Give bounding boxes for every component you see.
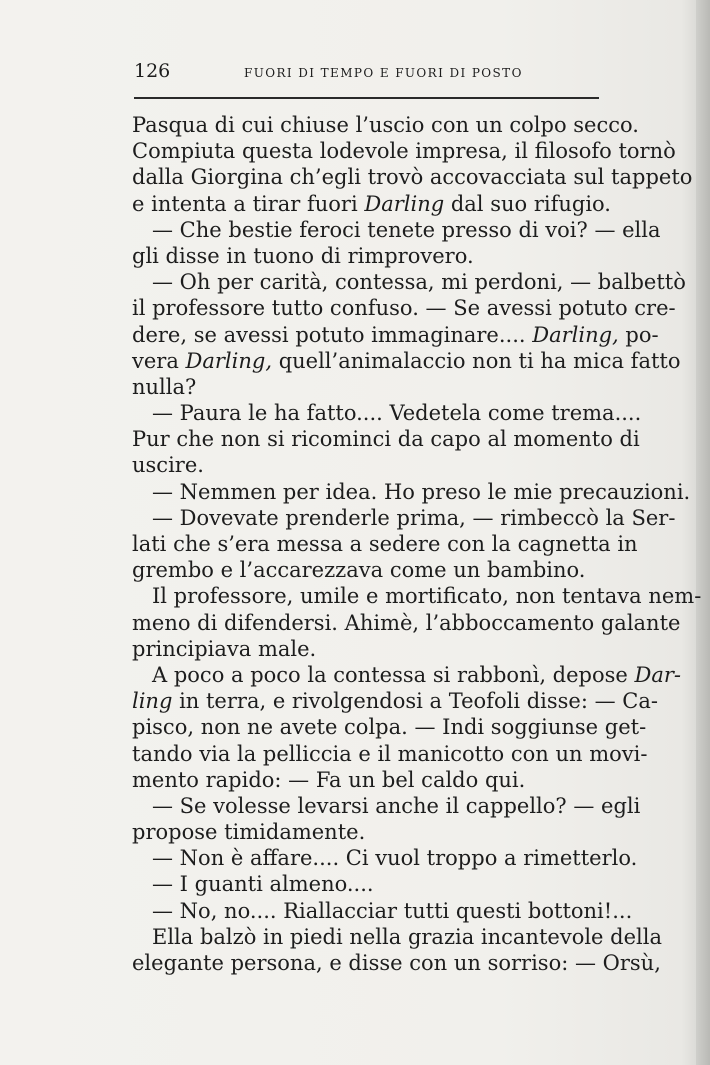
italic-text-segment: Darling, (185, 348, 273, 373)
text-line (132, 505, 676, 531)
page-edge-shadow (696, 0, 710, 1065)
text-line (132, 898, 633, 924)
text-segment: — No, no.... Riallacciar tutti questi bottoni!... (152, 898, 633, 923)
text-line (132, 426, 640, 452)
italic-text-segment: ling (132, 689, 173, 714)
text-line (132, 636, 606, 662)
text-segment: principiava male. (132, 636, 317, 661)
text-segment: Il professore, umile e mortificato, non tentava nem- (152, 584, 702, 609)
running-head (134, 60, 604, 90)
text-segment: meno di difendersi. Ahimè, l’abboccamento galante (132, 610, 681, 635)
text-segment: — Non è affare.... Ci vuol troppo a rimetterlo. (152, 846, 638, 871)
text-segment: gli disse in tuono di rimprovero. (132, 243, 474, 268)
text-line (132, 688, 658, 714)
text-segment: — I guanti almeno.... (152, 872, 374, 897)
text-line (132, 269, 686, 295)
header-rule (134, 97, 599, 99)
text-segment: dere, se avessi potuto immaginare.... (132, 322, 533, 347)
text-line (132, 610, 681, 636)
text-segment: dalla Giorgina ch’egli trovò accovacciata sul tappeto (132, 165, 693, 190)
text-line (132, 714, 647, 740)
text-line (132, 741, 648, 767)
text-segment: Pur che non si ricominci da capo al momento di (132, 427, 640, 452)
text-line (132, 164, 693, 190)
page-number: 126 (134, 60, 171, 82)
text-segment: propose timidamente. (132, 820, 366, 845)
text-segment: vera (132, 348, 186, 373)
text-line (132, 767, 606, 793)
text-segment: il professore tutto confuso. — Se avessi potuto cre- (132, 296, 676, 321)
text-segment: pisco, non ne avete colpa. — Indi soggiunse get- (132, 715, 647, 740)
text-line (132, 295, 676, 321)
text-line (132, 871, 606, 897)
text-segment: — Nemmen per idea. Ho preso le mie precauzioni. (152, 479, 691, 504)
italic-text-segment: Dar- (634, 662, 682, 687)
text-line (132, 400, 642, 426)
text-line (132, 191, 611, 217)
text-line (132, 374, 606, 400)
text-segment: uscire. (132, 453, 204, 478)
text-line (132, 348, 681, 374)
text-segment: elegante persona, e disse con un sorriso: — Orsù, (132, 951, 661, 975)
text-segment: — Oh per carità, contessa, mi perdoni, — balbettò (152, 270, 686, 295)
text-line (132, 531, 638, 557)
text-segment: Pasqua di cui chiuse l’uscio con un colpo secco. (132, 113, 639, 137)
text-segment: — Che bestie feroci tenete presso di voi? — ella (152, 217, 661, 242)
text-segment: Compiuta questa lodevole impresa, il filosofo tornò (132, 139, 676, 164)
italic-text-segment: Darling (364, 191, 445, 216)
text-line (132, 662, 682, 688)
text-segment: — Dovevate prenderle prima, — rimbeccò la Ser- (152, 505, 676, 530)
text-segment: A poco a poco la contessa si rabbonì, depose (152, 662, 635, 687)
body-text (132, 112, 702, 976)
text-segment: po- (618, 322, 659, 347)
text-segment: nulla? (132, 374, 197, 399)
text-segment: in terra, e rivolgendosi a Teofoli disse: — Ca- (172, 689, 658, 714)
text-segment: dal suo rifugio. (444, 191, 611, 216)
text-segment: mento rapido: — Fa un bel caldo qui. (132, 767, 526, 792)
text-line (132, 322, 659, 348)
running-title: FUORI DI TEMPO E FUORI DI POSTO (244, 66, 523, 80)
italic-text-segment: Darling, (532, 322, 619, 347)
text-line (132, 583, 702, 609)
text-line (132, 793, 641, 819)
text-line (132, 950, 661, 976)
text-segment: tando via la pelliccia e il manicotto con un movi- (132, 741, 648, 766)
text-segment: grembo e l’accarezzava come un bambino. (132, 558, 586, 583)
text-segment: e intenta a tirar fuori (132, 191, 365, 216)
text-line (132, 138, 676, 164)
text-line (132, 112, 639, 138)
text-line (132, 557, 606, 583)
text-segment: — Paura le ha fatto.... Vedetela come trema.... (152, 401, 642, 426)
text-segment: lati che s’era messa a sedere con la cagnetta in (132, 532, 638, 556)
text-line (132, 845, 638, 871)
text-line (132, 479, 691, 505)
text-line (132, 924, 662, 950)
text-segment: — Se volesse levarsi anche il cappello? — egli (152, 793, 641, 818)
text-segment: Ella balzò in piedi nella grazia incantevole della (152, 924, 662, 949)
text-line (132, 452, 606, 478)
text-line (132, 217, 661, 243)
text-line (132, 243, 606, 269)
text-segment: quell’animalaccio non ti ha mica fatto (272, 348, 681, 373)
text-line (132, 819, 606, 845)
